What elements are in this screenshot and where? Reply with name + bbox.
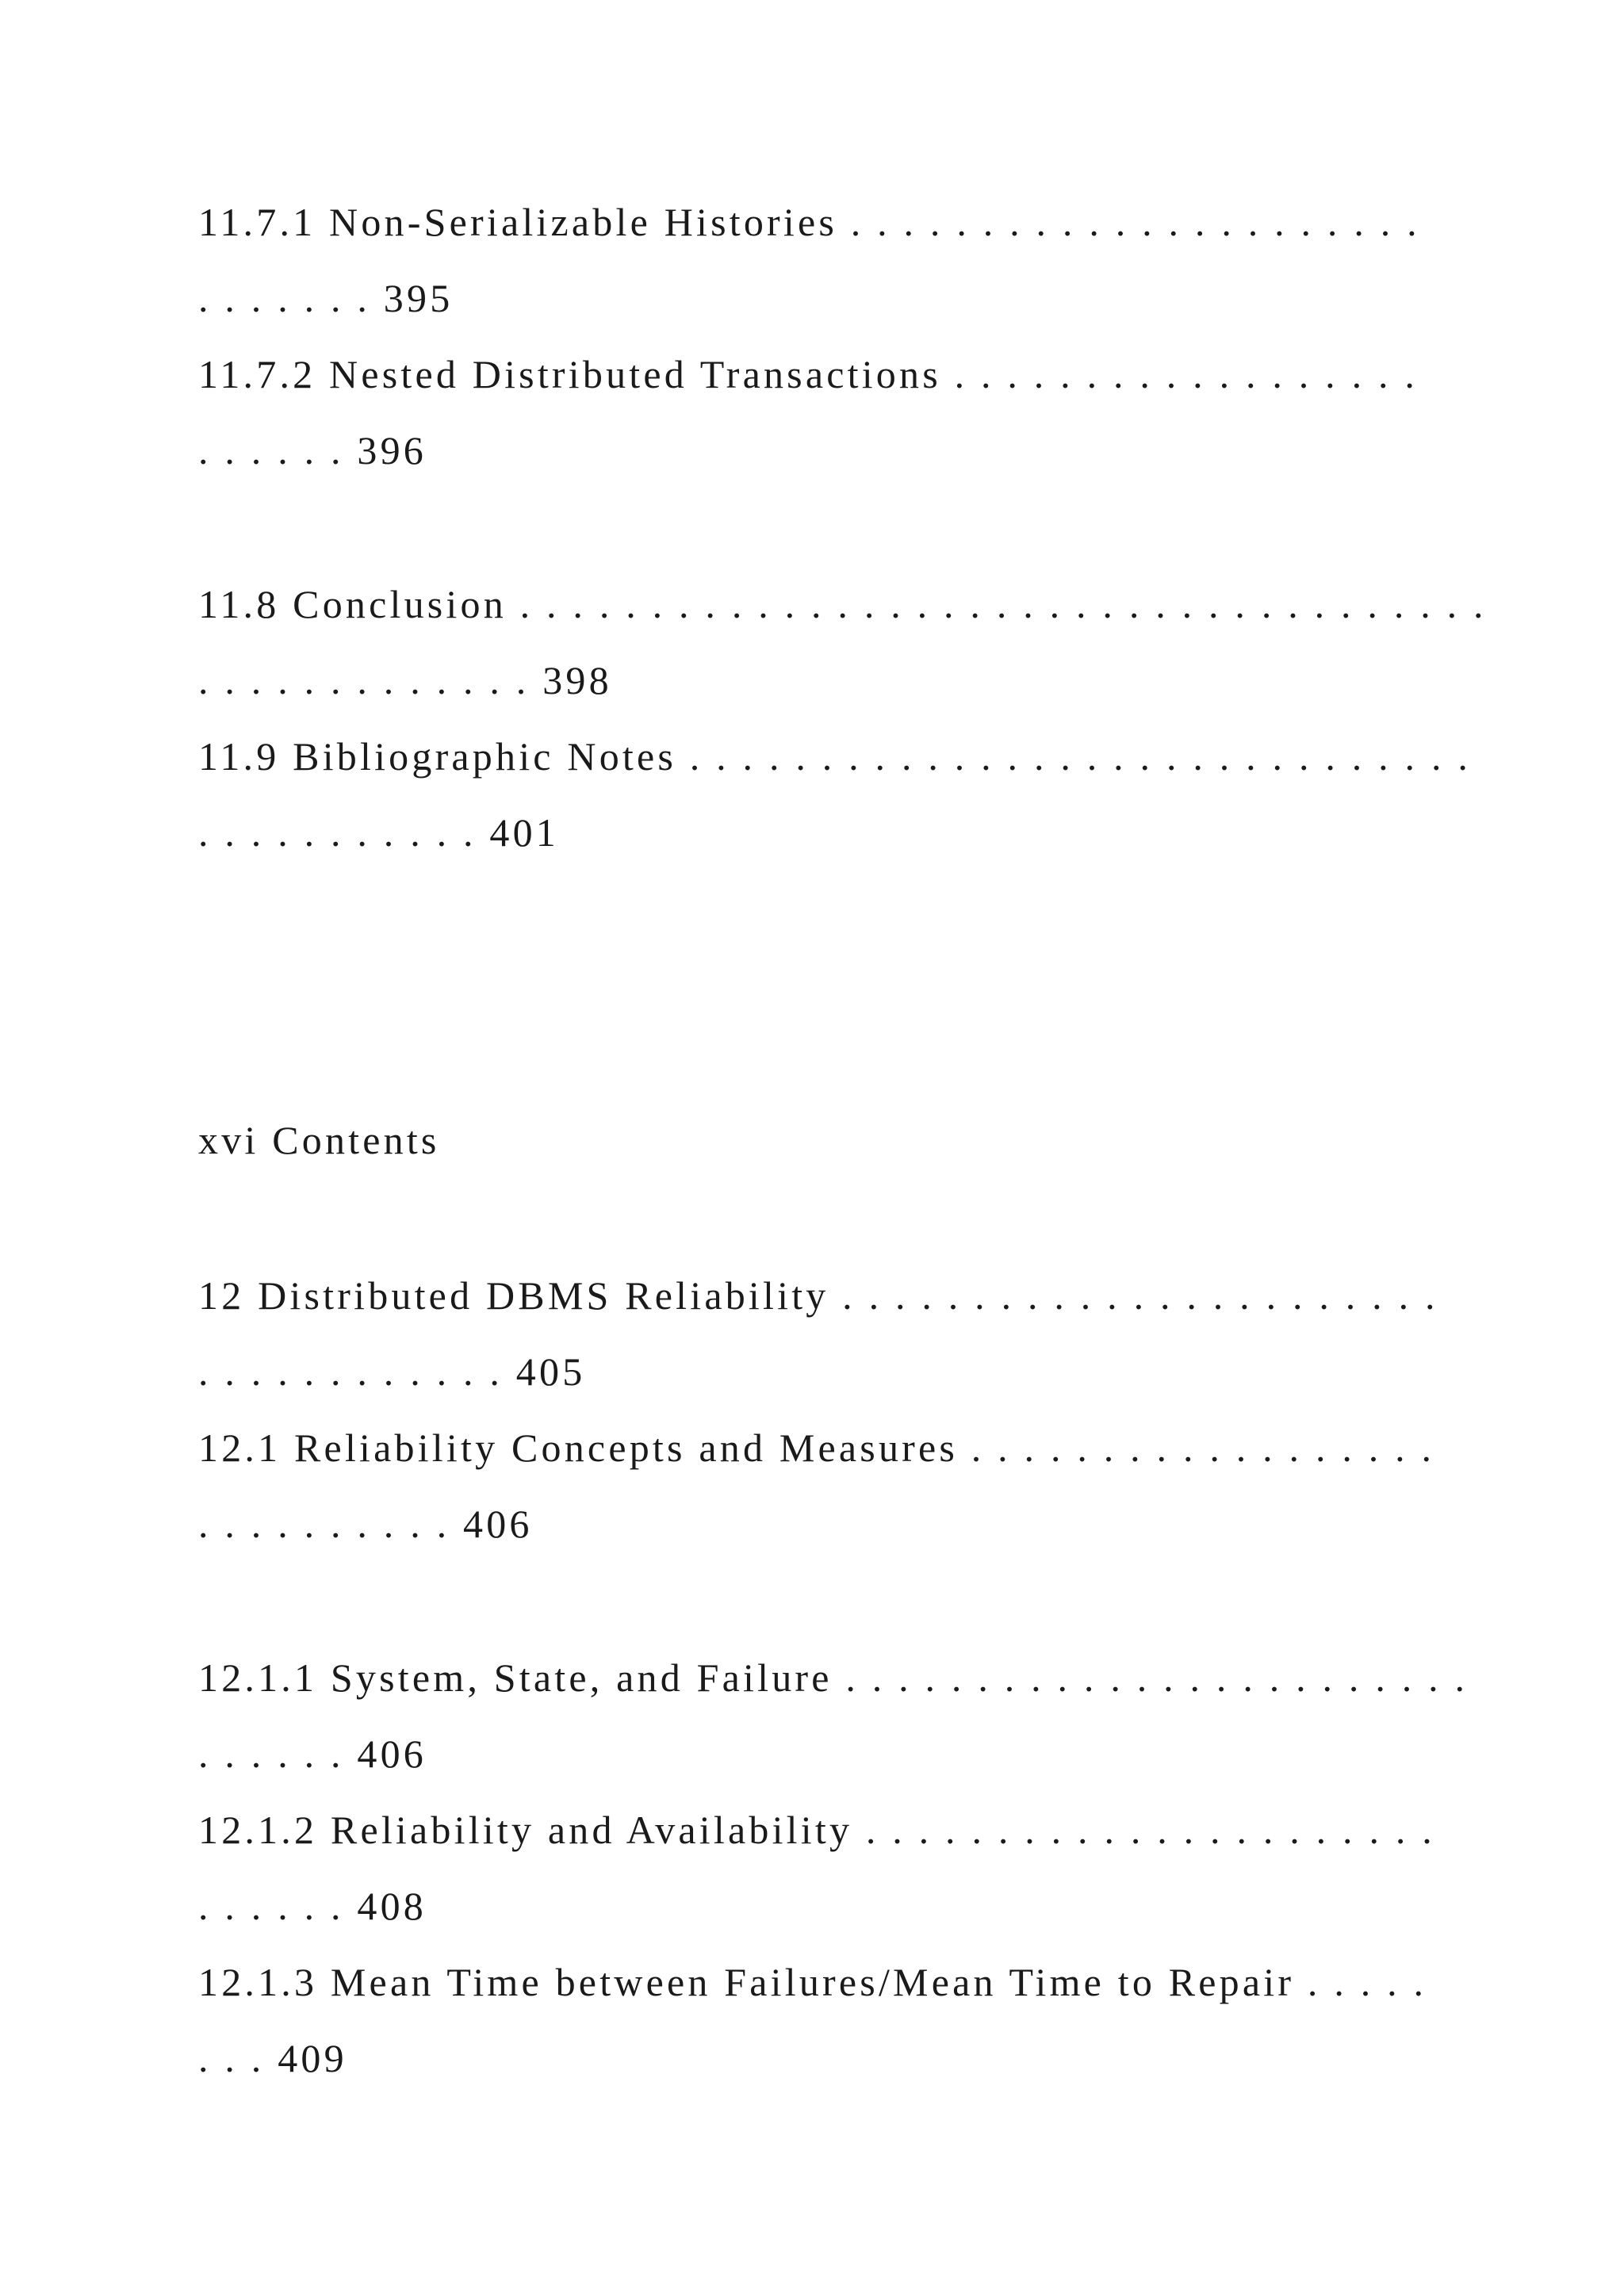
toc-entry-12-1-1-page: . . . . . . 406: [198, 1732, 427, 1776]
toc-entry-12-1-page: . . . . . . . . . . 406: [198, 1502, 533, 1546]
toc-entry-11-7-2: 11.7.2 Nested Distributed Transactions . . . . . . . . . . . . . . . . . .: [198, 352, 1419, 396]
toc-entry-11-7-1: 11.7.1 Non-Serializable Histories . . . . . . . . . . . . . . . . . . . . . .: [198, 200, 1420, 244]
toc-entry-12: 12 Distributed DBMS Reliability . . . . . . . . . . . . . . . . . . . . . . .: [198, 1273, 1438, 1318]
toc-entry-11-7-1-page: . . . . . . . 395: [198, 276, 454, 320]
toc-entry-11-7-2-page: . . . . . . 396: [198, 428, 427, 473]
toc-entry-11-8: 11.8 Conclusion . . . . . . . . . . . . . . . . . . . . . . . . . . . . . . . . . . . . .: [198, 582, 1487, 626]
toc-entry-12-1: 12.1 Reliability Concepts and Measures . . . . . . . . . . . . . . . . . .: [198, 1425, 1435, 1470]
toc-entry-12-1-2-page: . . . . . . 408: [198, 1884, 427, 1928]
toc-entry-11-8-page: . . . . . . . . . . . . . 398: [198, 658, 612, 702]
toc-entry-11-9: 11.9 Bibliographic Notes . . . . . . . . . . . . . . . . . . . . . . . . . . . . . .: [198, 734, 1472, 779]
toc-entry-12-page: . . . . . . . . . . . . 405: [198, 1349, 586, 1394]
toc-entry-12-1-1: 12.1.1 System, State, and Failure . . . . . . . . . . . . . . . . . . . . . . . .: [198, 1655, 1469, 1700]
toc-entry-11-9-page: . . . . . . . . . . . 401: [198, 810, 559, 855]
toc-entry-12-1-3-page: . . . 409: [198, 2036, 347, 2080]
toc-entry-12-1-2: 12.1.2 Reliability and Availability . . . . . . . . . . . . . . . . . . . . . .: [198, 1808, 1435, 1852]
running-header: xvi Contents: [198, 1118, 440, 1162]
toc-entry-12-1-3: 12.1.3 Mean Time between Failures/Mean Time to Repair . . . . .: [198, 1960, 1427, 2004]
